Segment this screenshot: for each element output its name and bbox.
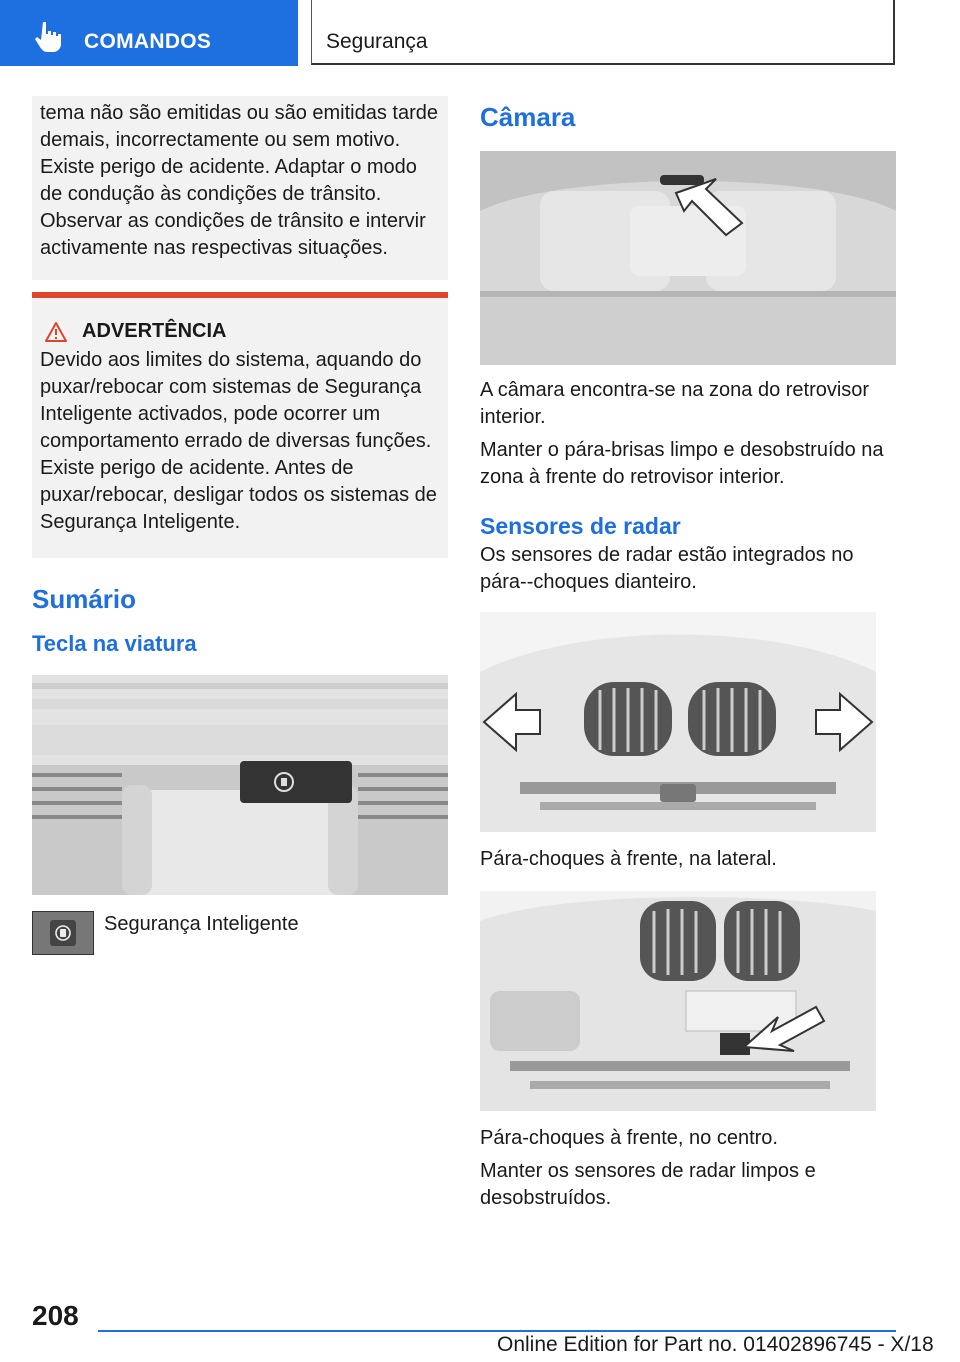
warning-triangle-icon bbox=[44, 321, 68, 343]
subsection-title: Tecla na viatura bbox=[32, 631, 197, 656]
intelligent-safety-icon bbox=[50, 920, 76, 946]
footer-edition: Online Edition for Part no. 01402896745 - X/18 bbox=[497, 1333, 934, 1356]
hand-pointer-icon bbox=[34, 20, 62, 52]
radar-text-2: Manter os sensores de radar limpos e desobstruídos. bbox=[480, 1160, 816, 1209]
warning-title: ADVERTÊNCIA bbox=[82, 320, 227, 342]
caption-side: Pára-choques à frente, na lateral. bbox=[480, 848, 777, 870]
chapter-label: COMANDOS bbox=[84, 30, 212, 53]
radar-title: Sensores de radar bbox=[480, 513, 681, 539]
chapter-tab[interactable] bbox=[0, 0, 298, 66]
intro-box bbox=[32, 96, 448, 280]
camera-text-1: A câmara encontra-se na zona do retrovisor interior. bbox=[480, 379, 870, 428]
radar-text: Os sensores de radar estão integrados no pára--choques dianteiro. bbox=[480, 544, 854, 593]
caption-center: Pára-choques à frente, no centro. bbox=[480, 1127, 778, 1149]
right-column bbox=[480, 96, 896, 1212]
section-title: Sumário bbox=[32, 584, 137, 614]
camera-image bbox=[480, 151, 896, 365]
intelligent-safety-button[interactable] bbox=[32, 911, 94, 955]
section-label: Segurança bbox=[326, 30, 428, 53]
left-column bbox=[32, 96, 448, 955]
warning-box bbox=[32, 292, 448, 558]
footer-divider bbox=[98, 1330, 896, 1332]
camera-title: Câmara bbox=[480, 102, 576, 132]
button-label: Segurança Inteligente bbox=[104, 913, 299, 935]
page-number: 208 bbox=[32, 1300, 79, 1331]
intro-text: tema não são emitidas ou são emitidas tarde demais, incorrectamente ou sem motivo. Existe perigo de acidente. Adaptar o modo de condução às condições de trânsito. Observar as condições de trânsito e intervir activamente nas respectivas situações. bbox=[40, 102, 438, 259]
warning-text: Devido aos limites do sistema, aquando do puxar/rebocar com sistemas de Segurança Inteligente activados, pode ocorrer um comportamento errado de diversas funções. Existe perigo de acidente. Antes de puxar/rebocar, desligar todos os sistemas de Segurança Inteligente. bbox=[40, 349, 437, 533]
camera-text-2: Manter o pára-brisas limpo e desobstruído na zona à frente do retrovisor interior. bbox=[480, 439, 884, 488]
vehicle-button-image bbox=[32, 675, 448, 895]
bumper-side-image bbox=[480, 612, 876, 832]
section-header bbox=[311, 0, 895, 65]
button-legend-row bbox=[32, 911, 448, 955]
bumper-center-image bbox=[480, 891, 876, 1111]
